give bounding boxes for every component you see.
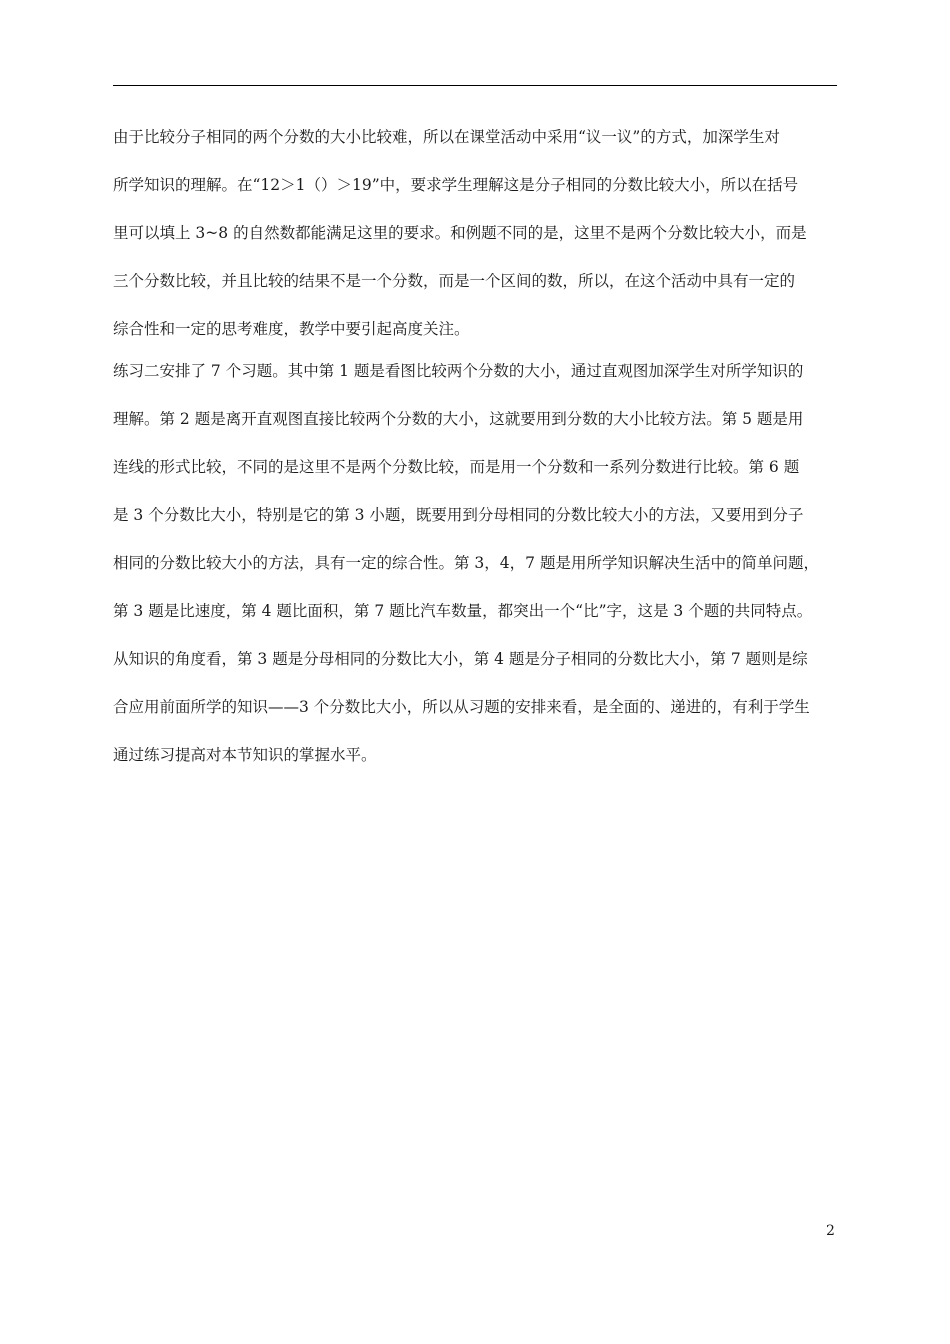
text-line: 由于比较分子相同的两个分数的大小比较难，所以在课堂活动中采用“议一议”的方式，加深学生对 — [113, 128, 780, 146]
header-rule — [113, 85, 837, 86]
text-line: 通过练习提高对本节知识的掌握水平。 — [113, 746, 377, 764]
text-line: 里可以填上 3~8 的自然数都能满足这里的要求。和例题不同的是，这里不是两个分数比较大小，而是 — [113, 224, 807, 242]
text-line: 是 3 个分数比大小，特别是它的第 3 小题，既要用到分母相同的分数比较大小的方法，又要用到分子 — [113, 506, 804, 524]
text-line: 三个分数比较，并且比较的结果不是一个分数，而是一个区间的数，所以，在这个活动中具有一定的 — [113, 272, 796, 290]
document-body — [113, 122, 837, 788]
text-line: 相同的分数比较大小的方法，具有一定的综合性。第 3，4，7 题是用所学知识解决生活中的简单问题， — [113, 554, 819, 572]
text-line: 合应用前面所学的知识——3 个分数比大小，所以从习题的安排来看，是全面的、递进的，有利于学生 — [113, 698, 810, 716]
text-line: 第 3 题是比速度，第 4 题比面积，第 7 题比汽车数量，都突出一个“比”字，这是 3 个题的共同特点。 — [113, 602, 813, 620]
paragraph-2 — [113, 356, 837, 788]
text-line: 理解。第 2 题是离开直观图直接比较两个分数的大小，这就要用到分数的大小比较方法。第 5 题是用 — [113, 410, 804, 428]
text-line: 练习二安排了 7 个习题。其中第 1 题是看图比较两个分数的大小，通过直观图加深学生对所学知识的 — [113, 362, 804, 380]
text-line: 连线的形式比较，不同的是这里不是两个分数比较，而是用一个分数和一系列分数进行比较。第 6 题 — [113, 458, 800, 476]
text-line: 综合性和一定的思考难度，教学中要引起高度关注。 — [113, 320, 470, 338]
text-line: 从知识的角度看，第 3 题是分母相同的分数比大小，第 4 题是分子相同的分数比大小，第 7 题则是综 — [113, 650, 808, 668]
text-line: 所学知识的理解。在“12＞1（）＞19”中，要求学生理解这是分子相同的分数比较大小，所以在括号 — [113, 176, 799, 194]
paragraph-1 — [113, 122, 837, 356]
page-number: 2 — [826, 1223, 835, 1239]
